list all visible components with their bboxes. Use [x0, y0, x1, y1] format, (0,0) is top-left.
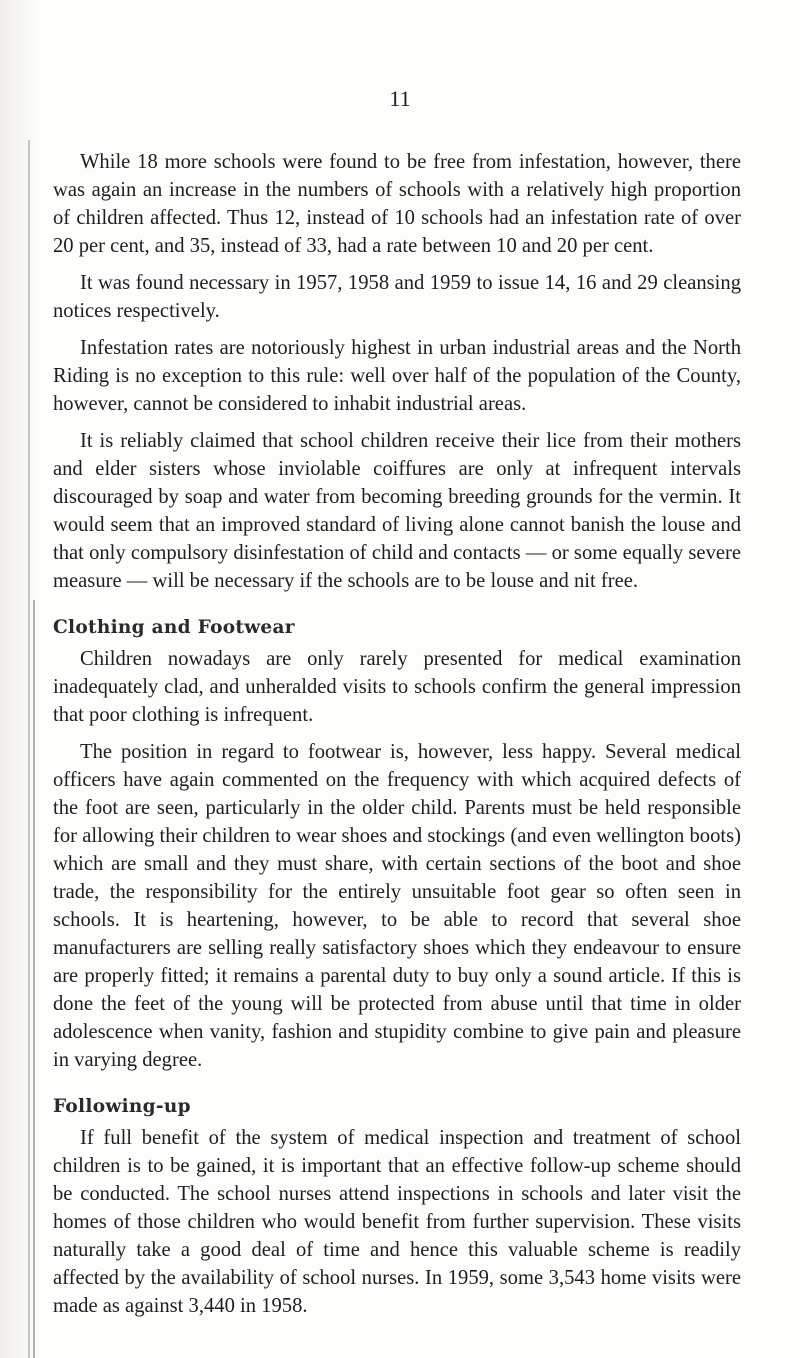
- heading-clothing-footwear: Clothing and Footwear: [53, 617, 295, 638]
- paragraph-clothing: Children nowadays are only rarely presented for medical examination inadequately clad, and unheralded visits to schools confirm the general impression that poor clothing is infrequent.: [53, 648, 741, 726]
- heading-following-up: Following-up: [53, 1096, 191, 1117]
- paragraph-lice-source: It is reliably claimed that school children receive their lice from their mothers and elder sisters whose inviolable coiffures are only at infrequent intervals discouraged by soap and water from becoming breeding grounds for the vermin. It would seem that an improved standard of living alone cannot banish the louse and that only compulsory disinfestation of child and contacts — or some equally severe measure — will be necessary if the schools are to be louse and nit free.: [53, 430, 741, 592]
- paragraph-footwear: The position in regard to footwear is, however, less happy. Several medical officers have again commented on the frequency with which acquired defects of the foot are seen, particularly in the older child. Parents must be held responsible for allowing their children to wear shoes and stockings (and even wellington boots) which are small and they must share, with certain sections of the boot and shoe trade, the responsibility for the entirely unsuitable foot gear so often seen in schools. It is heartening, however, to be able to record that several shoe manufacturers are selling really satisfactory shoes which they endeavour to ensure are properly fitted; it remains a parental duty to buy only a sound article. If this is done the feet of the young will be protected from abuse until that time in older adolescence when vanity, fashion and stupidity combine to give pain and pleasure in varying degree.: [53, 741, 741, 1071]
- binding-gutter: [0, 0, 38, 1358]
- paragraph-follow-up-scheme: If full benefit of the system of medical inspection and treatment of school children is to be gained, it is important that an effective follow-up scheme should be conducted. The school nurses attend inspections in schools and later visit the homes of those children who would benefit from further supervision. These visits naturally take a good deal of time and hence this valuable scheme is readily affected by the availability of school nurses. In 1959, some 3,543 home visits were made as against 3,440 in 1958.: [53, 1127, 741, 1317]
- page-body: [53, 148, 741, 1329]
- binding-edge-shadow: [33, 600, 35, 1358]
- paragraph-school-infestation: While 18 more schools were found to be free from infestation, however, there was again an increase in the numbers of schools with a relatively high proportion of children affected. Thus 12, instead of 10 schools had an infestation rate of over 20 per cent, and 35, instead of 33, had a rate between 10 and 20 per cent.: [53, 151, 741, 257]
- page-number: 11: [389, 86, 411, 111]
- paragraph-cleansing-notices: It was found necessary in 1957, 1958 and 1959 to issue 14, 16 and 29 cleansing notices respectively.: [53, 272, 741, 322]
- paragraph-urban-infestation: Infestation rates are notoriously highest in urban industrial areas and the North Riding is no exception to this rule: well over half of the population of the County, however, cannot be considered to inhabit industrial areas.: [53, 337, 741, 415]
- binding-edge-line: [28, 140, 30, 1358]
